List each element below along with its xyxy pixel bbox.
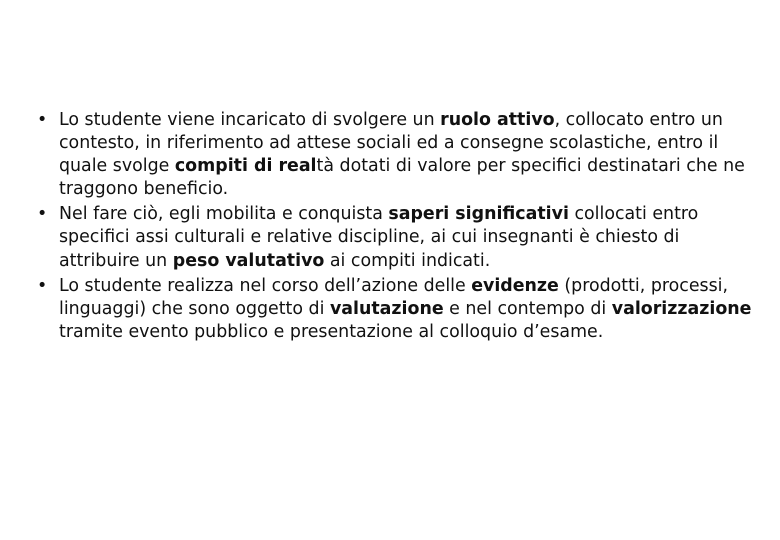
bullet-3-text-part-1: Lo studente realizza nel corso dell’azione delle xyxy=(59,275,472,296)
bullet-3-bold-evidenze: evidenze xyxy=(471,275,559,296)
bullet-item-3 xyxy=(34,275,754,344)
bullet-2-bold-peso-valutativo: peso valutativo xyxy=(172,250,325,271)
bullet-dot-icon: • xyxy=(37,275,48,296)
bullet-2-bold-saperi-significativi: saperi significativi xyxy=(388,204,569,225)
bullet-1-text-part-2: , collocato entro un contesto, in riferimento ad attese sociali ed a consegne scolastiche, entro il quale svolge xyxy=(59,110,723,177)
bullet-list xyxy=(34,109,754,346)
bullet-item-1 xyxy=(34,109,754,201)
bullet-1-text-part-3: tà dotati di valore per specifici destinatari che ne traggono beneficio. xyxy=(59,156,745,200)
bullet-2-text-part-3: ai compiti indicati. xyxy=(324,250,491,271)
bullet-1-bold-ruolo-attivo: ruolo attivo xyxy=(440,110,555,130)
bullet-1-bold-compiti-di-real: compiti di real xyxy=(174,156,317,177)
bullet-dot-icon: • xyxy=(37,110,48,130)
bullet-2-text-part-1: Nel fare ciò, egli mobilita e conquista xyxy=(59,204,389,225)
bullet-3-bold-valutazione: valutazione xyxy=(329,298,444,319)
bullet-item-2 xyxy=(34,203,754,272)
bullet-dot-icon: • xyxy=(37,204,48,225)
bullet-3-bold-valorizzazione: valorizzazione xyxy=(611,298,752,319)
bullet-3-text-part-2: (prodotti, processi, linguaggi) che sono oggetto di xyxy=(59,275,729,319)
bullet-1-text-part-1: Lo studente viene incaricato di svolgere un xyxy=(59,110,441,130)
bullet-3-text-part-4: tramite evento pubblico e presentazione al colloquio d’esame. xyxy=(59,321,604,342)
bullet-2-text-part-2: collocati entro specifici assi culturali e relative discipline, ai cui insegnanti è chiesto di attribuire un xyxy=(59,204,699,271)
bullet-3-text-part-3: e nel contempo di xyxy=(443,298,612,319)
